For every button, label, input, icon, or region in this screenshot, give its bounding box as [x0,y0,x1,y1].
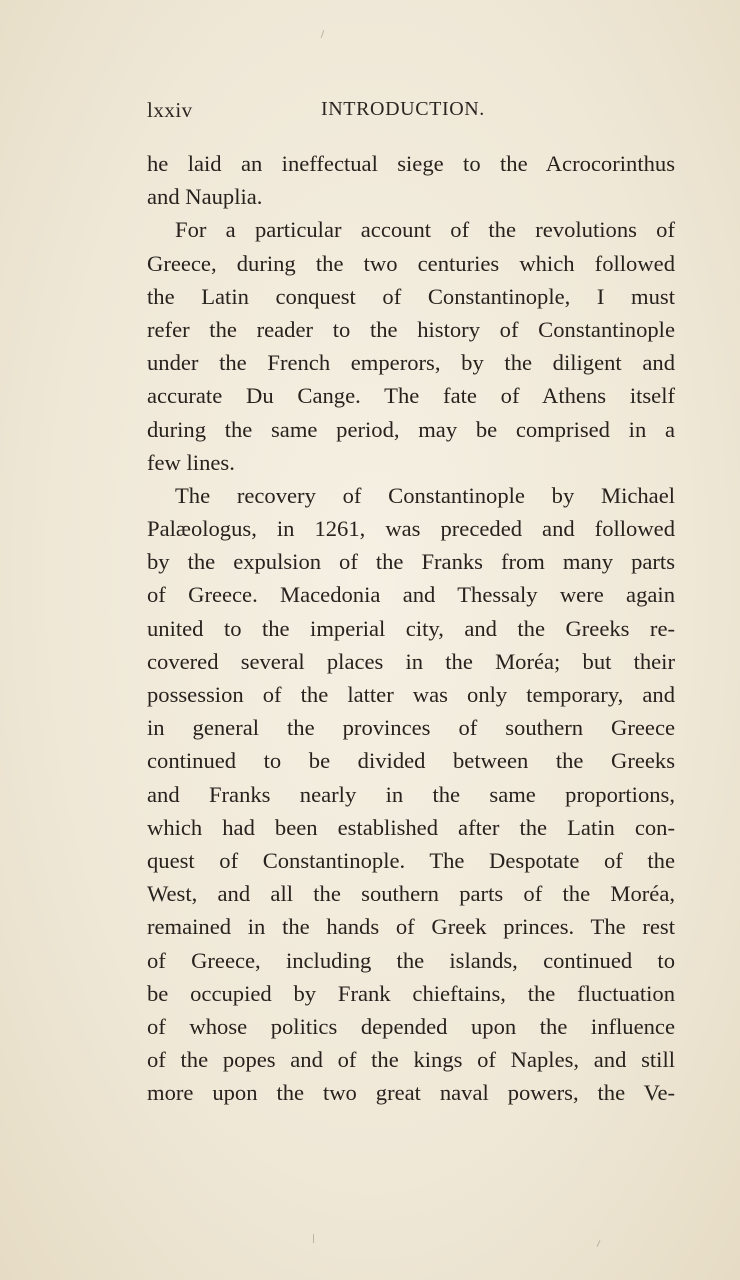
text-line: covered several places in the Moréa; but their [147,648,675,674]
text-line: of Greece, including the islands, continued to [147,947,675,973]
text-line: he laid an ineffectual siege to the Acrocorinthus [147,151,675,176]
running-head [147,98,675,132]
text-line: of Greece. Macedonia and Thessaly were again [147,582,675,608]
text-line: during the same period, may be comprised in a [147,416,675,442]
text-line: united to the imperial city, and the Greeks re- [147,615,675,641]
text-line: by the expulsion of the Franks from many parts [147,549,675,575]
text-line: and Nauplia. [147,184,263,210]
text-line: accurate Du Cange. The fate of Athens itself [147,383,675,409]
body-text [147,147,675,1109]
text-line: Palæologus, in 1261, was preceded and followed [147,516,675,542]
text-line: the Latin conquest of Constantinople, I must [147,283,675,309]
text-line: continued to be divided between the Greeks [147,748,675,774]
text-line: remained in the hands of Greek princes. The rest [147,914,675,940]
text-line: possession of the latter was only temporary, and [147,682,675,707]
text-line: For a particular account of the revolutions of [175,217,675,243]
text-line: quest of Constantinople. The Despotate of the [147,847,675,873]
paper-speck [321,30,325,38]
text-line: be occupied by Frank chieftains, the fluctuation [147,980,675,1006]
paper-speck [597,1240,601,1247]
running-title: INTRODUCTION. [321,98,485,120]
paper-speck [313,1234,314,1243]
text-line: in general the provinces of southern Greece [147,715,675,741]
text-line: of whose politics depended upon the influence [147,1013,675,1039]
text-line: few lines. [147,449,235,475]
text-line: Greece, during the two centuries which followed [147,250,675,276]
text-line: West, and all the southern parts of the Moréa, [147,881,675,907]
text-line: under the French emperors, by the diligent and [147,350,675,376]
page-number: lxxiv [147,98,193,122]
text-line: which had been established after the Latin con- [147,814,675,840]
text-line: The recovery of Constantinople by Michael [175,482,675,508]
text-line: refer the reader to the history of Constantinople [147,316,675,342]
text-line: more upon the two great naval powers, the Ve- [147,1080,675,1106]
text-line: and Franks nearly in the same proportions, [147,781,675,807]
text-line: of the popes and of the kings of Naples, and still [147,1047,675,1073]
